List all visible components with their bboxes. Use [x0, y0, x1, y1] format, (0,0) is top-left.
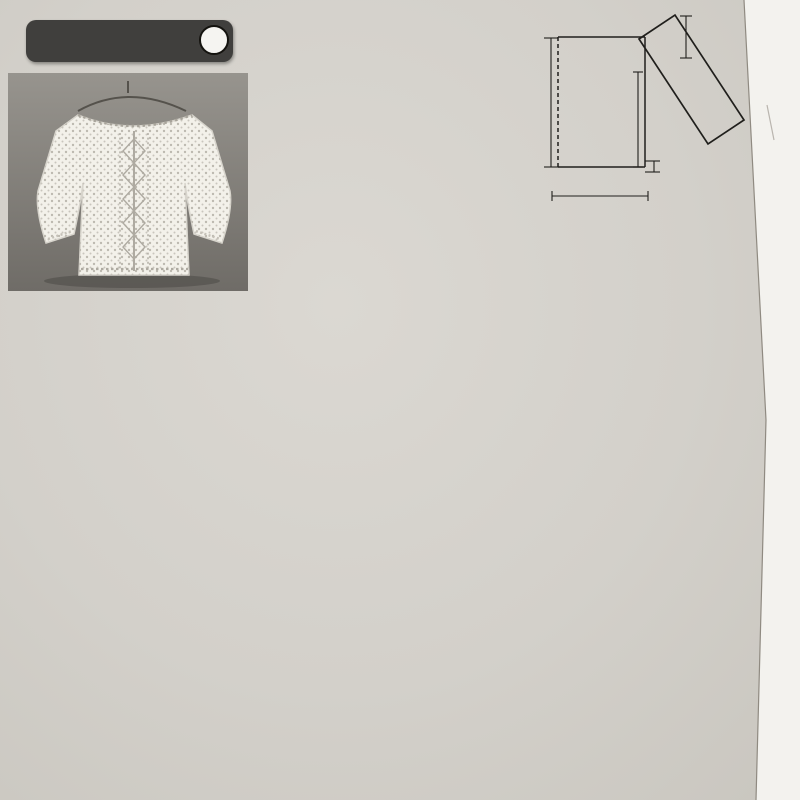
garment-schematic	[544, 15, 744, 201]
page-edge-line	[744, 0, 774, 800]
